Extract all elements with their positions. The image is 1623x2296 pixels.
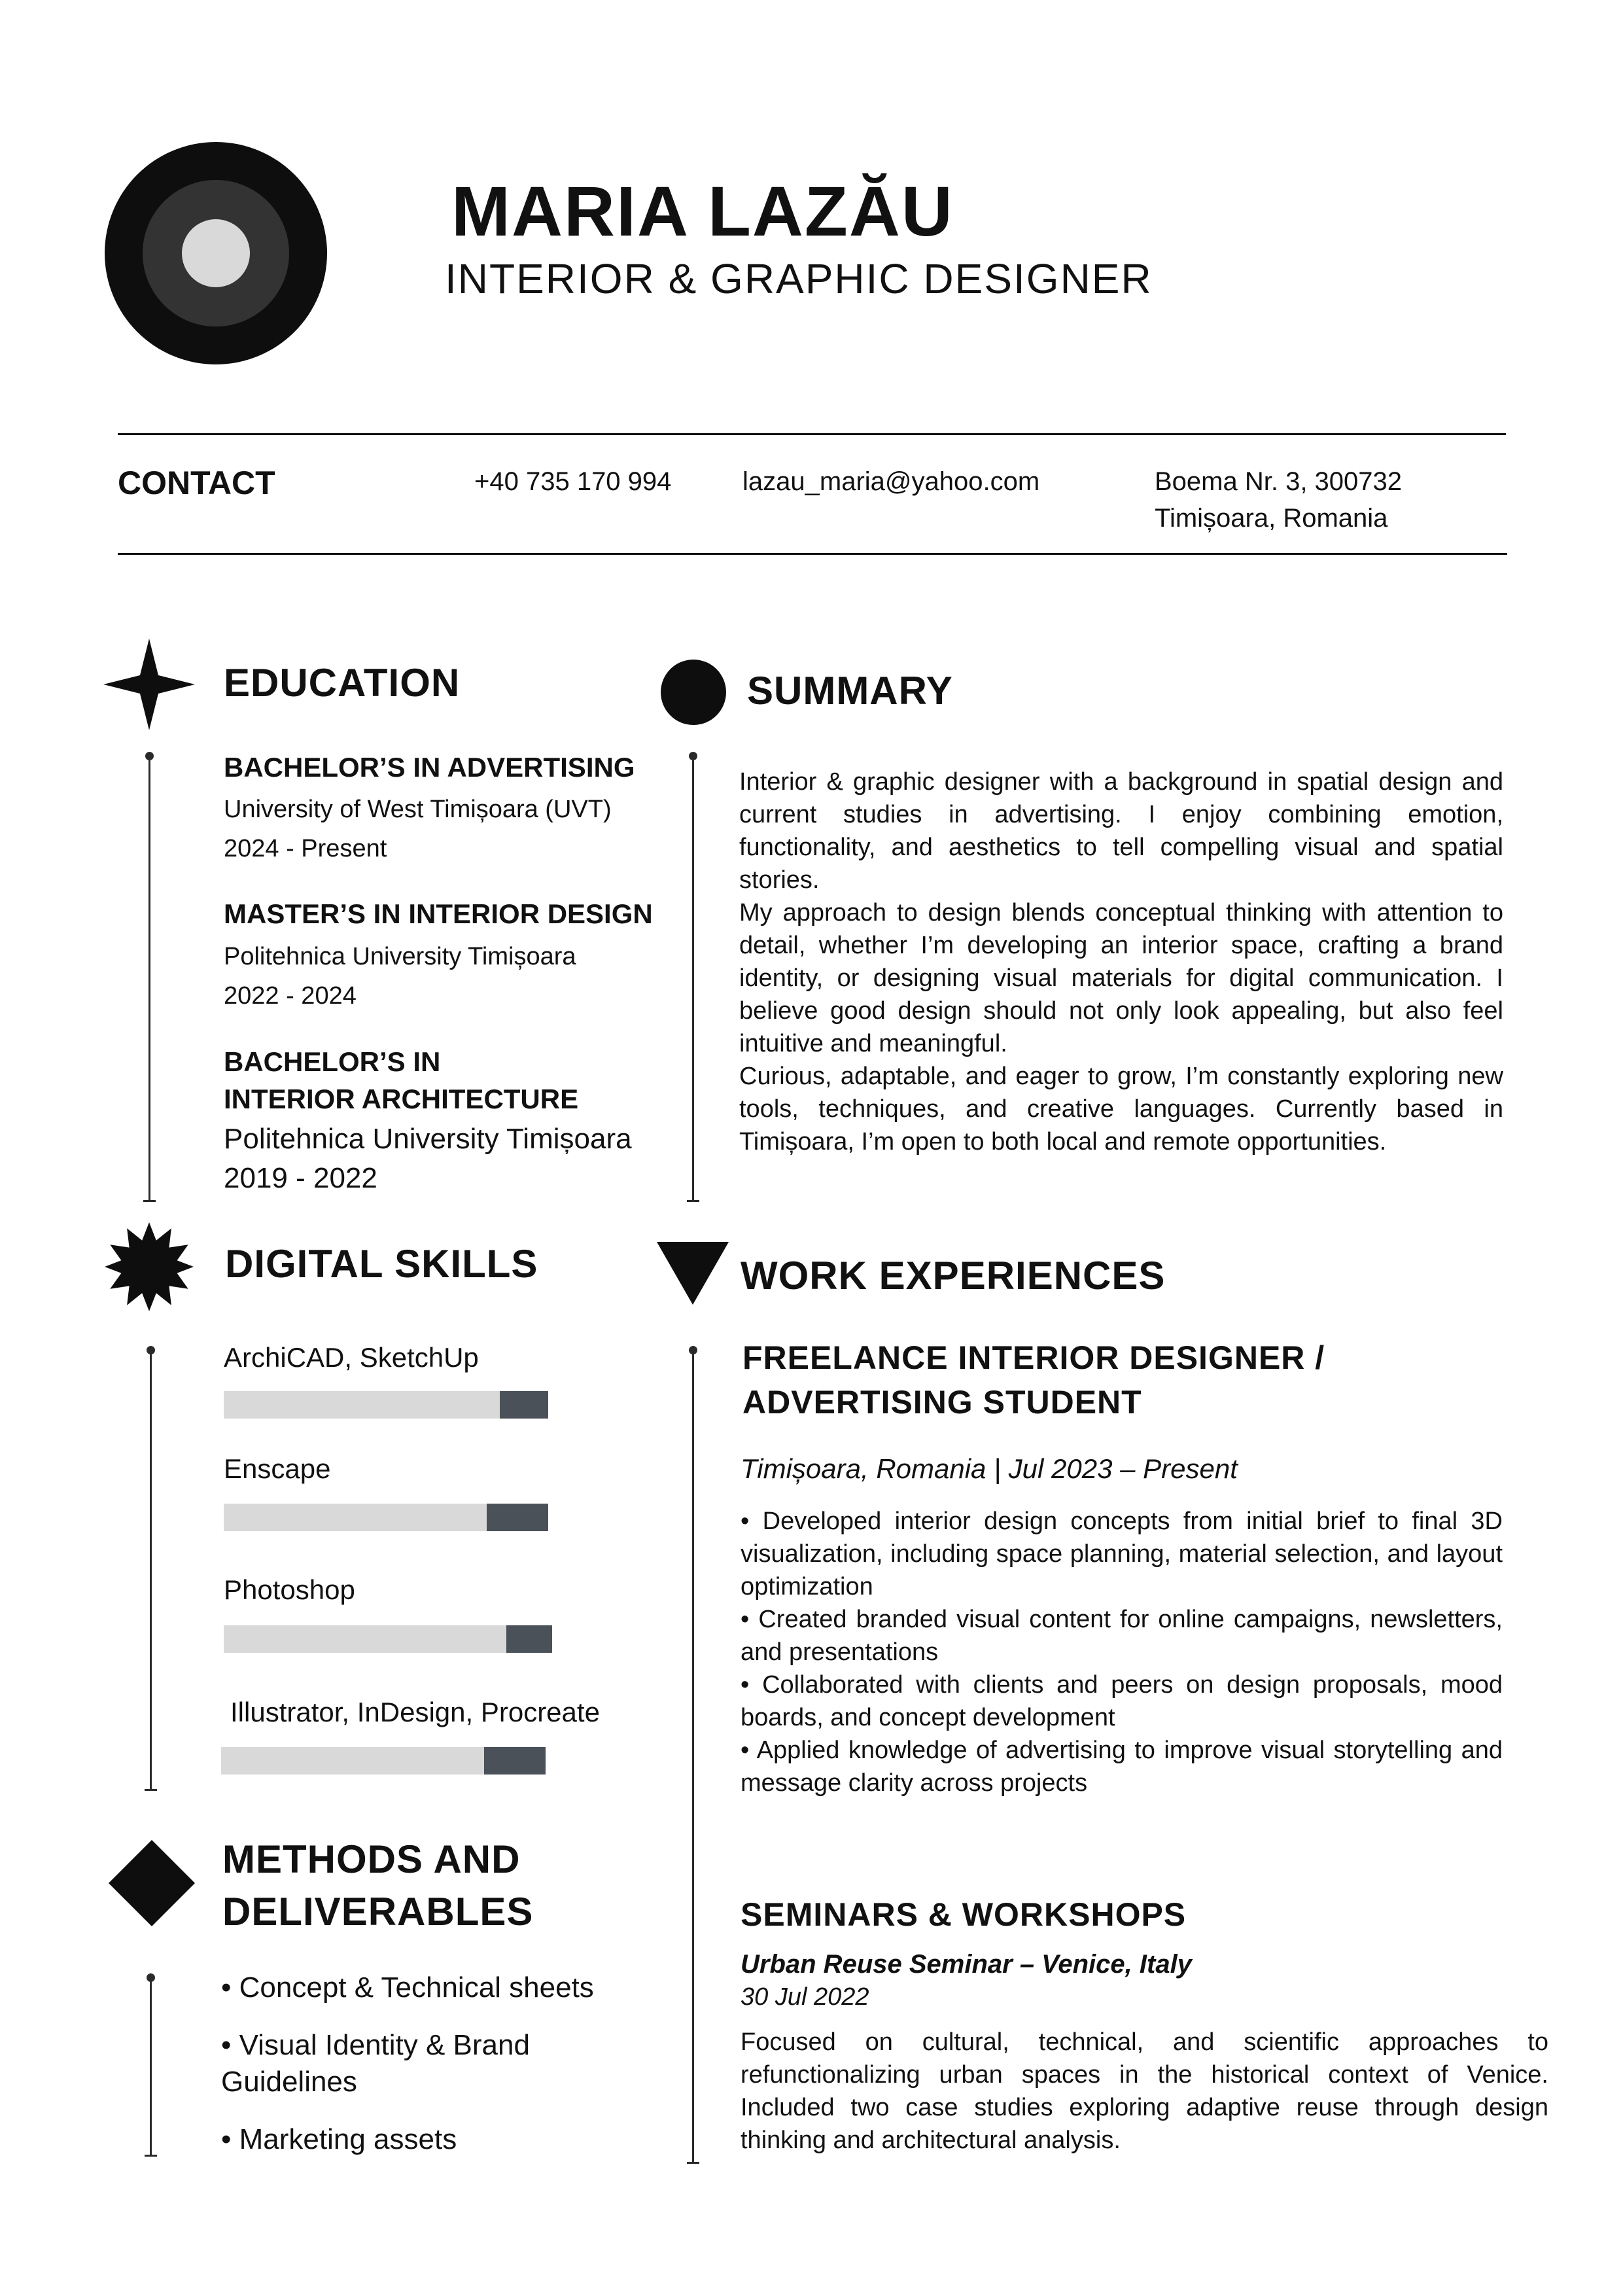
work-section-icon [657, 1242, 729, 1305]
education-heading: EDUCATION [224, 661, 461, 705]
job-bullet-2: • Created branded visual content for online campaigns, newsletters, and presentations [741, 1606, 1503, 1666]
education-institution-1: University of West Timișoara (UVT) [224, 796, 612, 823]
summary-heading: SUMMARY [747, 669, 953, 713]
starburst-icon [105, 1222, 194, 1311]
contact-label: CONTACT [118, 465, 275, 501]
methods-item-1: • Concept & Technical sheets [221, 1971, 594, 2004]
education-degree-3-line2: INTERIOR ARCHITECTURE [224, 1084, 579, 1114]
skill-label-2: Enscape [224, 1453, 331, 1484]
skills-timeline [150, 1350, 152, 1790]
seminar-date: 30 Jul 2022 [741, 1983, 869, 2011]
job-bullet-3: • Collaborated with clients and peers on design proposals, mood boards, and concept development [741, 1671, 1503, 1731]
skill-bar-3 [224, 1625, 552, 1653]
methods-timeline [150, 1977, 152, 2155]
work-heading: WORK EXPERIENCES [741, 1254, 1166, 1298]
skill-bar-fill-4 [484, 1747, 546, 1775]
job-bullet-1: • Developed interior design concepts from initial brief to final 3D visualization, including space planning, material selection, and layout optimization [741, 1508, 1503, 1600]
summary-paragraph-3: Curious, adaptable, and eager to grow, I’m constantly exploring new tools, techniques, and creative languages. Currently based in Timișoara, I’m open to both local and remote opportunities. [739, 1063, 1503, 1156]
skill-bar-fill-3 [506, 1625, 552, 1653]
skill-bar-2 [224, 1504, 548, 1531]
skill-bar-fill-1 [500, 1391, 548, 1419]
job-title: INTERIOR & GRAPHIC DESIGNER [445, 255, 1153, 302]
seminar-title: Urban Reuse Seminar – Venice, Italy [741, 1950, 1192, 1979]
education-institution-3: Politehnica University Timișoara [224, 1123, 632, 1155]
contact-email[interactable]: lazau_maria@yahoo.com [742, 467, 1040, 496]
education-degree-1: BACHELOR’S IN ADVERTISING [224, 752, 635, 783]
education-degree-3-line1: BACHELOR’S IN [224, 1046, 441, 1077]
summary-paragraph-2: My approach to design blends conceptual thinking with attention to detail, whether I’m developing an interior space, crafting a brand identity, or designing visual materials for digital communication. I believe good design should not only look appealing, but also feel intuitive and meaningful. [739, 899, 1503, 1057]
education-years-1: 2024 - Present [224, 835, 387, 862]
seminars-heading: SEMINARS & WORKSHOPS [741, 1896, 1187, 1933]
avatar [105, 142, 327, 364]
profile-placeholder-icon [105, 142, 327, 364]
education-section-icon [103, 639, 195, 730]
divider-top [118, 433, 1506, 435]
contact-address-line1: Boema Nr. 3, 300732 [1155, 467, 1403, 496]
skill-label-3: Photoshop [224, 1574, 355, 1605]
skill-bar-fill-2 [487, 1504, 548, 1531]
job-title-line1: FREELANCE INTERIOR DESIGNER / [742, 1339, 1325, 1376]
methods-heading-line2: DELIVERABLES [222, 1890, 534, 1934]
circle-icon [661, 660, 726, 725]
education-degree-2: MASTER’S IN INTERIOR DESIGN [224, 898, 653, 929]
job-bullet-4: • Applied knowledge of advertising to improve visual storytelling and message clarity across projects [741, 1737, 1503, 1797]
education-institution-2: Politehnica University Timișoara [224, 943, 576, 970]
skill-label-4: Illustrator, InDesign, Procreate [230, 1697, 600, 1727]
person-name: MARIA LAZĂU [451, 171, 954, 251]
four-point-star-icon [103, 639, 195, 730]
contact-address-line2: Timișoara, Romania [1155, 504, 1388, 533]
job-title-line2: ADVERTISING STUDENT [742, 1384, 1142, 1421]
work-timeline [692, 1350, 694, 2163]
skill-label-1: ArchiCAD, SketchUp [224, 1342, 479, 1373]
education-years-3: 2019 - 2022 [224, 1162, 377, 1194]
methods-item-2: • Visual Identity & Brand Guidelines [221, 2029, 530, 2098]
education-years-2: 2022 - 2024 [224, 982, 357, 1010]
methods-heading-line1: METHODS AND [222, 1837, 521, 1881]
education-timeline [148, 756, 150, 1201]
skill-bar-4 [221, 1747, 546, 1775]
contact-phone[interactable]: +40 735 170 994 [474, 467, 672, 496]
skills-section-icon [105, 1222, 194, 1311]
summary-paragraph-1: Interior & graphic designer with a background in spatial design and current studies in advertising. I enjoy combining emotion, functionality, and aesthetics to tell compelling visual and spatial stories. [739, 768, 1503, 894]
skills-heading: DIGITAL SKILLS [225, 1242, 538, 1286]
methods-section-icon [109, 1840, 195, 1926]
skill-bar-1 [224, 1391, 548, 1419]
methods-item-3: • Marketing assets [221, 2123, 457, 2155]
summary-section-icon [661, 660, 726, 725]
job-location-dates: Timișoara, Romania | Jul 2023 – Present [741, 1453, 1238, 1484]
summary-timeline [692, 756, 694, 1201]
triangle-down-icon [657, 1242, 729, 1305]
divider-bottom [118, 553, 1507, 555]
diamond-icon [109, 1840, 195, 1926]
seminar-description: Focused on cultural, technical, and scientific approaches to refunctionalizing urban spaces in the historical context of Venice. Included two case studies exploring adaptive reuse through design thinking and architectural analysis. [741, 2028, 1548, 2154]
